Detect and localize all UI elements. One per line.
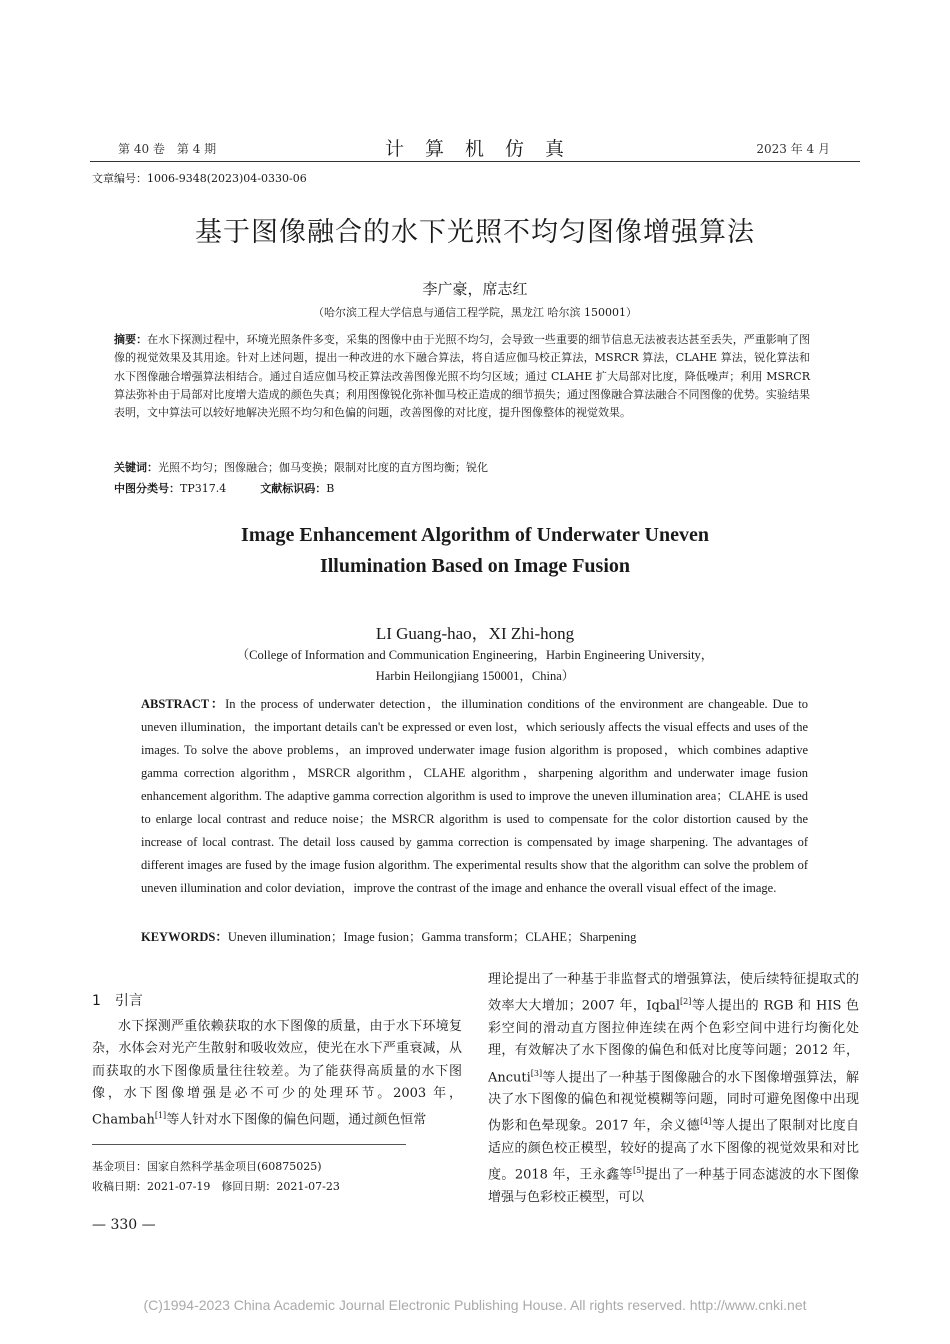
abstract-zh-label: 摘要： <box>114 333 148 346</box>
footnote <box>92 1157 340 1197</box>
affiliation-zh: （哈尔滨工程大学信息与通信工程学院，黑龙江 哈尔滨 150001） <box>313 306 637 319</box>
right-column-paragraph <box>488 969 859 1209</box>
authors-zh: 李广豪，席志红 <box>422 280 528 298</box>
citation-3: [3] <box>530 1068 543 1078</box>
clc-value: TP317.4 <box>180 482 227 495</box>
abstract-en-text: In the process of underwater detection，the illumination conditions of the environment are changeable. Due to uneven illumination，the important details can't be expressed or even lost，which seriously affects the visual effects and uses of the images. To solve the above problems，an improved underwater image fusion algorithm is proposed，which combines adaptive gamma correction algorithm，MSRCR algorithm，CLAHE algorithm，sharpening algorithm and underwater image fusion enhancement algorithm. The adaptive gamma correction algorithm is used to improve the uneven illumination area；CLAHE is used to enlarge local contrast and reduce noise；the MSRCR algorithm is used to compensate for the color distortion caused by the increase of local contrast. The detail loss caused by gamma correction is compensated by image sharpening. The advantages of different images are fused by the image fusion algorithm. The experimental results show that the algorithm can solve the problem of uneven illumination and color deviation，improve the contrast of the image and enhance the overall visual effect of the image. <box>141 697 808 895</box>
section-heading: 1 引言 <box>92 993 143 1009</box>
abstract-en <box>141 693 808 900</box>
doc-code-label: 文献标识码： <box>260 482 327 495</box>
page-number: — 330 — <box>92 1217 156 1233</box>
title-zh: 基于图像融合的水下光照不均匀图像增强算法 <box>195 217 755 248</box>
affiliation-en-line1: （College of Information and Communication Engineering，Harbin Engineering University， <box>236 648 714 662</box>
right-text-2: 等人提出的 RGB 和 HIS 色彩空间的滑动直方图拉伸连续在两个色彩空间中进行均衡化处理，有效解决了水下图像的偏色和低对比度等问题；2012 年，Ancuti <box>488 998 860 1085</box>
title-en-line1: Image Enhancement Algorithm of Underwater Uneven <box>241 524 709 546</box>
title-en-line2: Illumination Based on Image Fusion <box>319 555 631 577</box>
header-date: 2023 年 4 月 <box>756 142 830 156</box>
article-number: 文章编号：1006-9348(2023)04-0330-06 <box>92 172 307 185</box>
keywords-en-text: Uneven illumination；Image fusion；Gamma transform；CLAHE；Sharpening <box>227 930 637 944</box>
header-rule <box>90 161 860 162</box>
citation-1: [1] <box>154 1111 167 1121</box>
citation-5: [5] <box>632 1166 645 1176</box>
classification-line <box>114 480 810 498</box>
keywords-en <box>141 926 808 949</box>
keywords-zh <box>114 459 810 477</box>
header-volume-issue: 第 40 卷 第 4 期 <box>118 142 217 156</box>
received-dates: 收稿日期：2021-07-19 修回日期：2021-07-23 <box>92 1180 340 1193</box>
affiliation-en-line2: Harbin Heilongjiang 150001，China） <box>375 669 575 683</box>
section1-text-end: 等人针对水下图像的偏色问题，通过颜色恒常 <box>166 1112 427 1128</box>
abstract-en-label: ABSTRACT： <box>141 697 226 711</box>
title-en <box>0 520 950 582</box>
citation-4: [4] <box>700 1117 712 1127</box>
section1-text: 水下探测严重依赖获取的水下图像的质量，由于水下环境复杂，水体会对光产生散射和吸收效应，使光在水下严重衰减，从而获取的水下图像质量往往较差。为了能获得高质量的水下图像，水下图像增强是必不可少的处理环节。2003 年，Chambah <box>92 1019 462 1128</box>
section1-paragraph <box>92 1016 462 1132</box>
footnote-rule <box>92 1144 406 1145</box>
fund-info: 基金项目：国家自然科学基金项目(60875025) <box>92 1160 322 1173</box>
header-journal-name: 计 算 机 仿 真 <box>384 138 565 160</box>
right-text-5: 提出了一种基于同态滤波的水下图像增强与色彩校正模型，可以 <box>488 1167 859 1205</box>
abstract-zh <box>114 331 810 422</box>
right-text-3: 等人提出了一种基于图像融合的水下图像增强算法，解决了水下图像的偏色和视觉模糊等问题，同时可避免图像中出现伪影和色晕现象。2017 年，余义德 <box>488 1069 859 1134</box>
affiliation-en <box>0 645 950 687</box>
doc-code-value: B <box>326 482 335 495</box>
authors-en: LI Guang-hao，XI Zhi-hong <box>375 624 575 643</box>
cnki-watermark: (C)1994-2023 China Academic Journal Electronic Publishing House. All rights reserved. http://www.cnki.net <box>143 1297 807 1313</box>
citation-2: [2] <box>680 997 692 1007</box>
clc-label: 中图分类号： <box>114 482 180 495</box>
keywords-en-label: KEYWORDS： <box>141 930 228 944</box>
keywords-zh-text: 光照不均匀；图像融合；伽马变换；限制对比度的直方图均衡；锐化 <box>158 461 488 474</box>
keywords-zh-label: 关键词： <box>114 461 158 474</box>
right-text-1: 理论提出了一种基于非监督式的增强算法，使后续特征提取式的效率大大增加；2007 年，Iqbal <box>488 972 859 1014</box>
abstract-zh-text: 在水下探测过程中，环境光照条件多变，采集的图像中由于光照不均匀，会导致一些重要的细节信息无法被表达甚至丢失，严重影响了图像的视觉效果及其用途。针对上述问题，提出一种改进的水下融合算法，将自适应伽马校正算法，MSRCR 算法，CLAHE 算法，锐化算法和水下图像融合增强算法相结合。通过自适应伽马校正算法改善图像光照不均匀区域；通过 CLAHE 扩大局部对比度，降低噪声；利用 MSRCR 算法弥补由于局部对比度增大造成的颜色失真；利用图像锐化弥补伽马校正造成的细节损失；通过图像融合算法融合不同图像的优势。实验结果表明，文中算法可以较好地解决光照不均匀和色偏的问题，改善图像的对比度，提升图像整体的视觉效果。 <box>114 333 811 420</box>
right-text-4: 等人提出了限制对比度自适应的颜色校正模型，较好的提高了水下图像的视觉效果和对比度。2018 年，王永鑫等 <box>488 1118 859 1183</box>
